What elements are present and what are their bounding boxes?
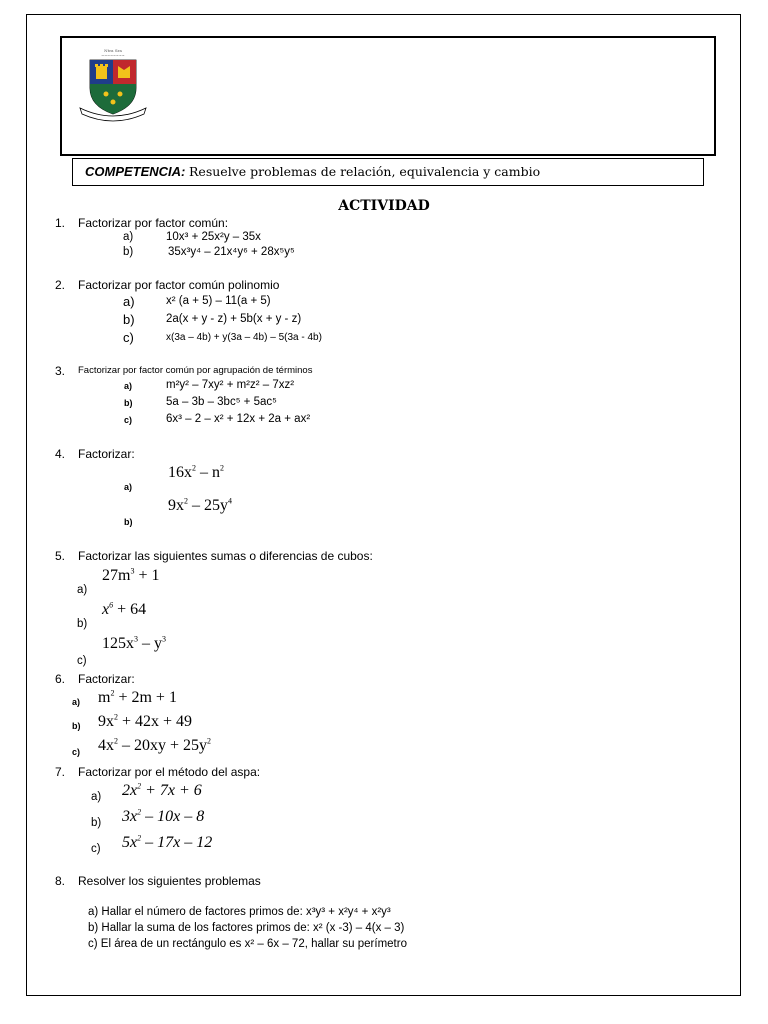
q3-b-expr: 5a – 3b – 3bc⁵ + 5ac⁵ [166, 396, 277, 408]
q6-c-label: c) [72, 747, 81, 757]
q7-a-expr: $2x^2 + 7x + 6$ [122, 781, 202, 799]
q4-b-expr: $9x^2 - 25y^4$ [168, 496, 232, 514]
q2-number: 2. [55, 278, 66, 292]
q2-a-label: a) [123, 294, 135, 309]
q2-title: Factorizar por factor común polinomio [78, 278, 280, 292]
q4-title: Factorizar: [78, 447, 135, 461]
school-crest-logo [74, 44, 152, 122]
q3-b-label: b) [124, 398, 133, 408]
q7-c-expr: $5x^2 - 17x - 12$ [122, 833, 213, 851]
q6-c-expr: $4x^2 - 20xy + 25y^2$ [98, 736, 212, 754]
q2-c-expr: x(3a – 4b) + y(3a – 4b) – 5(3a - 4b) [166, 332, 322, 343]
q5-a-label: a) [77, 584, 88, 596]
q7-number: 7. [55, 765, 66, 779]
q4-a-label: a) [124, 482, 133, 492]
q1-title: Factorizar por factor común: [78, 216, 229, 230]
q6-a-expr: $m^2 + 2m + 1$ [98, 688, 177, 706]
q7-c-label: c) [91, 843, 101, 855]
svg-text:Ntra Sra: Ntra Sra [104, 48, 122, 53]
q4-b-label: b) [124, 517, 133, 527]
q5-number: 5. [55, 549, 66, 563]
q6-a-label: a) [72, 697, 81, 707]
q6-b-expr: $9x^2 + 42x + 49$ [98, 712, 193, 730]
q5-c-label: c) [77, 655, 87, 667]
q5-b-expr: $x^6 + 64$ [102, 600, 147, 618]
q5-c-expr: $125x^3 - y^3$ [102, 634, 166, 652]
q2-c-label: c) [123, 330, 134, 345]
q8-c: c) El área de un rectángulo es x² – 6x – 72, hallar su perímetro [88, 938, 407, 950]
q8-title: Resolver los siguientes problemas [78, 874, 261, 888]
activity-title: ACTIVIDAD [338, 198, 430, 214]
competencia-label: COMPETENCIA: [85, 164, 186, 179]
q8-b: b) Hallar la suma de los factores primos de: x² (x -3) – 4(x – 3) [88, 922, 405, 934]
q7-a-label: a) [91, 791, 102, 803]
q1-number: 1. [55, 216, 66, 230]
q1-a-expr: 10x³ + 25x²y – 35x [166, 231, 261, 243]
competencia-text: Resuelve problemas de relación, equivalencia y cambio [189, 164, 541, 179]
q6-number: 6. [55, 672, 66, 686]
q3-title: Factorizar por factor común por agrupación de términos [78, 365, 313, 376]
q5-a-expr: $27m^3 + 1$ [102, 566, 160, 584]
q2-b-label: b) [123, 312, 135, 327]
q8-a: a) Hallar el número de factores primos de: x³y³ + x²y⁴ + x²y³ [88, 906, 391, 918]
q4-a-expr: $16x^2 - n^2$ [168, 463, 224, 481]
q5-title: Factorizar las siguientes sumas o diferencias de cubos: [78, 549, 373, 563]
q5-b-label: b) [77, 618, 88, 630]
q1-a-label: a) [123, 231, 134, 243]
q3-a-expr: m²y² – 7xy² + m²z² – 7xz² [166, 379, 295, 391]
q1-b-expr: 35x³y⁴ – 21x⁴y⁶ + 28x⁵y⁵ [168, 246, 295, 258]
q3-c-expr: 6x³ – 2 – x² + 12x + 2a + ax² [166, 413, 311, 425]
q1-b-label: b) [123, 246, 134, 258]
q7-b-expr: $3x^2 - 10x - 8$ [122, 807, 205, 825]
q2-b-expr: 2a(x + y - z) + 5b(x + y - z) [166, 313, 302, 325]
q8-number: 8. [55, 874, 66, 888]
q3-a-label: a) [124, 381, 133, 391]
q7-title: Factorizar por el método del aspa: [78, 765, 261, 779]
q3-number: 3. [55, 364, 66, 378]
header-box [60, 36, 716, 156]
q3-c-label: c) [124, 415, 133, 425]
svg-text:~~~~~~~~: ~~~~~~~~ [101, 54, 125, 58]
q2-a-expr: x² (a + 5) – 11(a + 5) [166, 295, 271, 307]
q4-number: 4. [55, 447, 66, 461]
competencia-box [72, 158, 704, 186]
q6-b-label: b) [72, 721, 81, 731]
q7-b-label: b) [91, 817, 102, 829]
q6-title: Factorizar: [78, 672, 135, 686]
